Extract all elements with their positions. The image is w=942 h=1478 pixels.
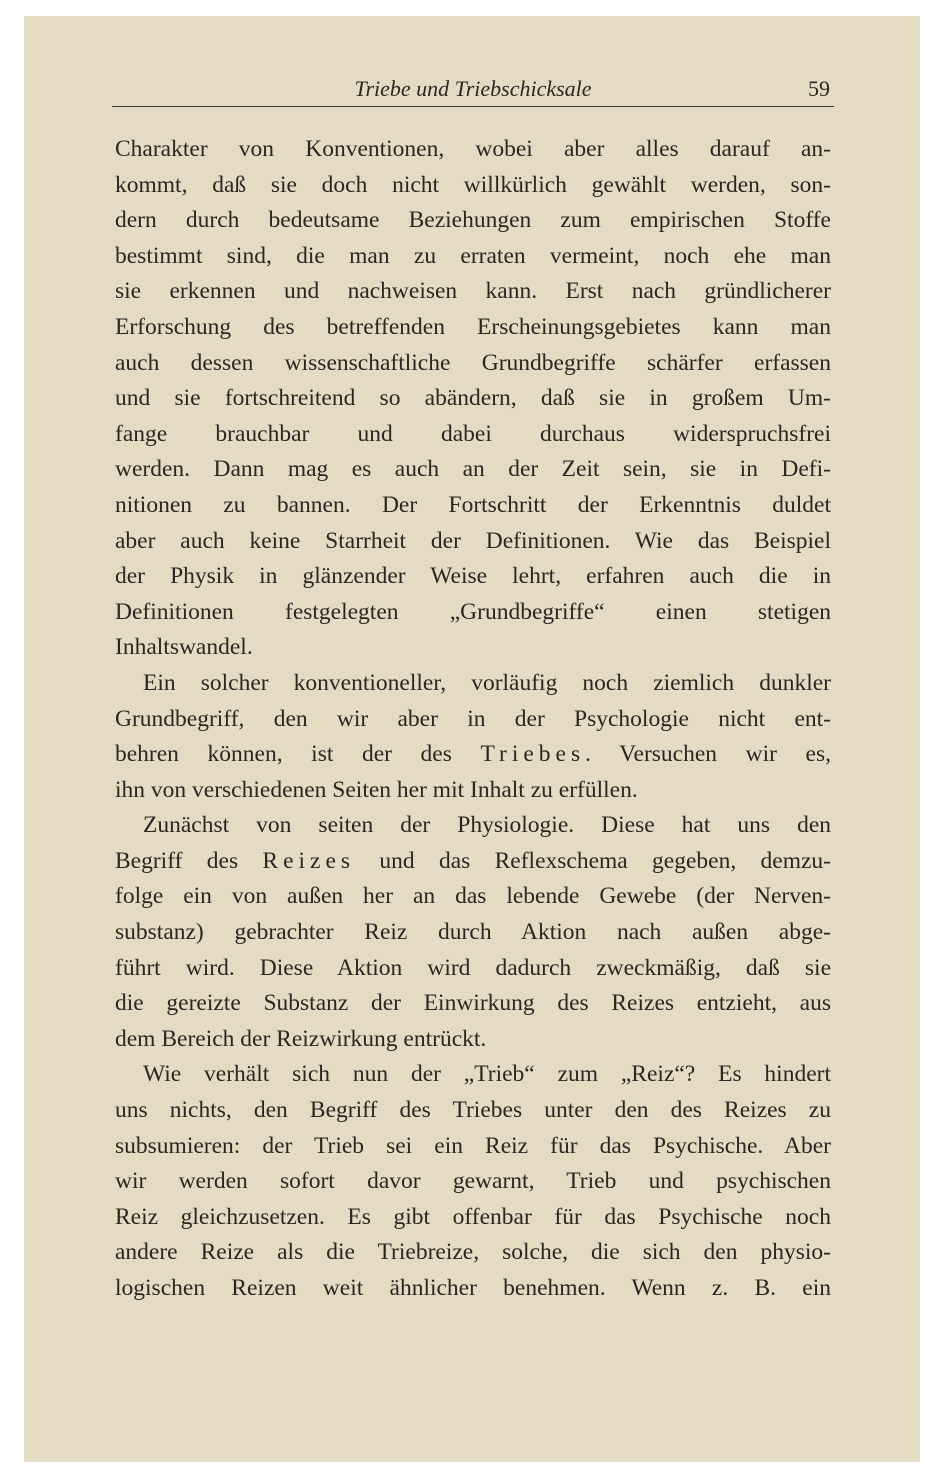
text-line: dern durch bedeutsame Beziehungen zum empirischen Stoffe	[115, 207, 831, 234]
text-line: uns nichts, den Begriff des Triebes unter den des Reizes zu	[115, 1097, 831, 1124]
running-title: Triebe und Triebschicksale	[354, 76, 592, 101]
text-line: Zunächst von seiten der Physiologie. Diese hat uns den	[143, 812, 831, 839]
body-text	[115, 132, 831, 1307]
paragraph-4	[115, 1057, 831, 1306]
text-line: ihn von verschiedenen Seiten her mit Inhalt zu erfüllen.	[115, 776, 638, 803]
text-line: aber auch keine Starrheit der Definitionen. Wie das Beispiel	[115, 527, 831, 554]
text-line: und sie fortschreitend so abändern, daß sie in großem Um-	[115, 385, 831, 412]
text-line: Charakter von Konventionen, wobei aber alles darauf an-	[115, 136, 831, 162]
text-line: kommt, daß sie doch nicht willkürlich gewählt werden, son-	[115, 171, 831, 198]
paragraph-3	[115, 808, 831, 1057]
book-page	[24, 16, 920, 1462]
text-line: bestimmt sind, die man zu erraten vermeint, noch ehe man	[115, 242, 831, 269]
text-line: folge ein von außen her an das lebende Gewebe (der Nerven-	[115, 883, 831, 910]
text-line: die gereizte Substanz der Einwirkung des Reizes entzieht, aus	[115, 990, 831, 1017]
paragraph-2	[115, 666, 831, 808]
text-line: dem Bereich der Reizwirkung entrückt.	[115, 1025, 487, 1052]
text-line: Wie verhält sich nun der „Trieb“ zum „Reiz“? Es hindert	[143, 1061, 831, 1088]
text-line: Reiz gleichzusetzen. Es gibt offenbar für das Psychische noch	[115, 1203, 831, 1230]
text-line: substanz) gebrachter Reiz durch Aktion nach außen abge-	[115, 919, 831, 946]
page-number: 59	[808, 76, 830, 101]
running-header	[112, 72, 834, 107]
text-line: nitionen zu bannen. Der Fortschritt der Erkenntnis duldet	[115, 491, 831, 518]
text-line: Grundbegriff, den wir aber in der Psychologie nicht ent-	[115, 705, 831, 732]
emphasized-term: Reizes	[262, 847, 356, 874]
emphasized-term: Triebes	[480, 741, 586, 768]
text-line: werden. Dann mag es auch an der Zeit sein, sie in Defi-	[115, 456, 831, 483]
text-segment: . Versuchen wir es,	[585, 741, 831, 768]
paragraph-1	[115, 132, 831, 666]
text-line: der Physik in glänzender Weise lehrt, erfahren auch die in	[115, 563, 831, 590]
text-line: auch dessen wissenschaftliche Grundbegriffe schärfer erfassen	[115, 349, 831, 376]
text-line: logischen Reizen weit ähnlicher benehmen. Wenn z. B. ein	[115, 1275, 831, 1301]
text-line	[115, 844, 831, 880]
text-line: führt wird. Diese Aktion wird dadurch zweckmäßig, daß sie	[115, 954, 831, 981]
text-line: fange brauchbar und dabei durchaus widerspruchsfrei	[115, 420, 831, 447]
text-line: wir werden sofort davor gewarnt, Trieb und psychischen	[115, 1168, 831, 1195]
text-line: sie erkennen und nachweisen kann. Erst nach gründlicherer	[115, 278, 831, 305]
text-line: Inhaltswandel.	[115, 634, 253, 661]
text-line: subsumieren: der Trieb sei ein Reiz für das Psychische. Aber	[115, 1132, 831, 1159]
text-line: Definitionen festgelegten „Grundbegriffe“ einen stetigen	[115, 598, 831, 625]
text-line: andere Reize als die Triebreize, solche, die sich den physio-	[115, 1239, 831, 1266]
text-line	[115, 737, 831, 773]
text-segment: und das Reflexschema gegeben, demzu-	[355, 847, 831, 874]
text-segment: behren können, ist der des	[115, 741, 481, 768]
text-line: Ein solcher konventioneller, vorläufig noch ziemlich dunkler	[143, 669, 831, 696]
text-segment: Begriff des	[115, 847, 263, 874]
text-line: Erforschung des betreffenden Erscheinungsgebietes kann man	[115, 313, 831, 340]
